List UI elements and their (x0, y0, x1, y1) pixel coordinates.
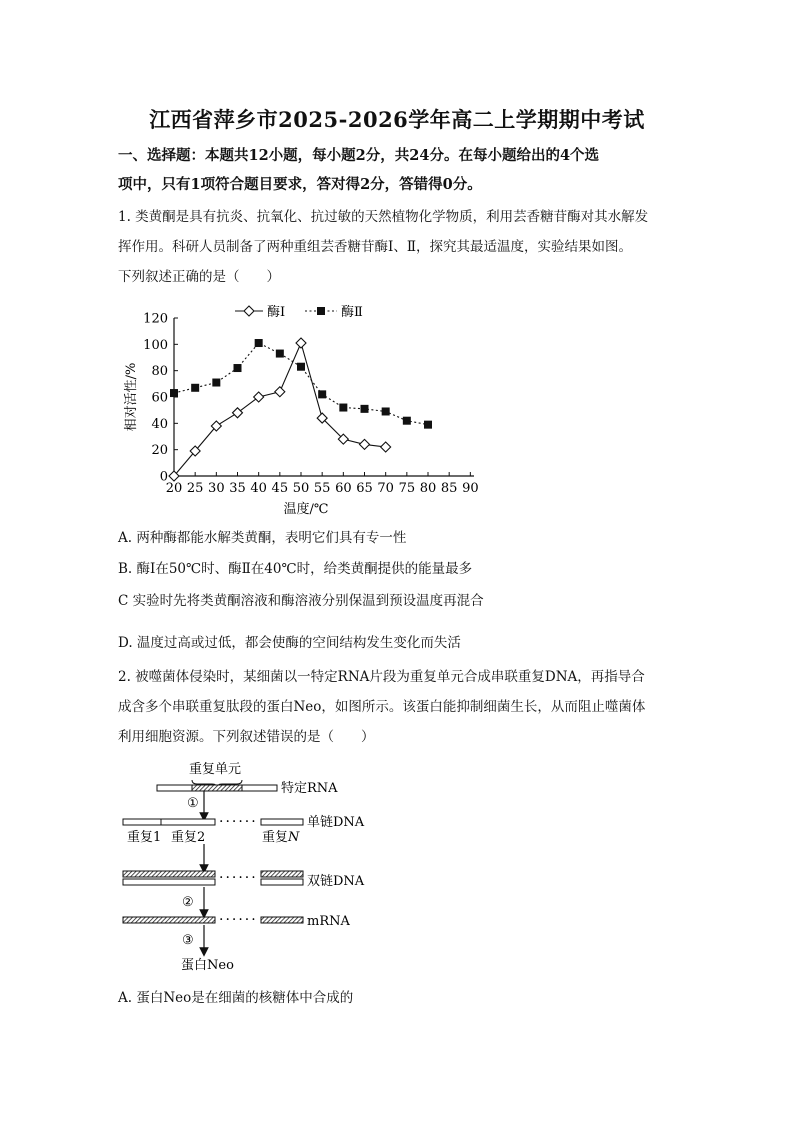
enzyme-2-point (424, 421, 432, 429)
legend-label-2: 酶Ⅱ (341, 305, 363, 320)
specific-rna-repeat-unit (192, 785, 242, 791)
q2-stem-line-3: 利用细胞资源。下列叙述错误的是（ ） (118, 729, 375, 745)
y-tick-label: 100 (143, 337, 168, 353)
step-1-label: ① (187, 796, 199, 811)
section-heading-line-2: 项中，只有1项符合题目要求，答对得2分，答错得0分。 (118, 176, 482, 193)
x-tick-label: 90 (462, 481, 479, 496)
repeat-n-label: 重复N (262, 830, 300, 845)
series-line-1 (174, 343, 386, 476)
q1-option-d[interactable]: D. 温度过高或过低，都会使酶的空间结构发生变化而失活 (118, 635, 461, 651)
enzyme-2-point (382, 407, 390, 415)
x-tick-label: 30 (208, 481, 225, 496)
q1-option-b[interactable]: B. 酶Ⅰ在50℃时、酶Ⅱ在40℃时，给类黄酮提供的能量最多 (118, 561, 473, 577)
y-tick-label: 120 (143, 311, 168, 327)
mrna-strand-n (261, 917, 303, 923)
specific-rna-label: 特定RNA (281, 781, 338, 796)
x-axis-label: 温度/℃ (283, 502, 329, 517)
enzyme-2-point (170, 389, 178, 397)
ssdna-label: 单链DNA (307, 815, 365, 830)
q2-stem-line-2: 成含多个串联重复肽段的蛋白Neo，如图所示。该蛋白能抑制细菌生长，从而阻止噬菌体 (118, 699, 646, 715)
x-tick-label: 35 (229, 481, 246, 496)
enzyme-1-point (233, 408, 243, 418)
q2-stem-line-1: 2. 被噬菌体侵染时，某细菌以一特定RNA片段为重复单元合成串联重复DNA，再指导合 (118, 669, 645, 685)
dsdna-top-strand-n (261, 871, 303, 877)
enzyme-1-point (381, 442, 391, 452)
q2-option-a[interactable]: A. 蛋白Neo是在细菌的核糖体中合成的 (118, 990, 354, 1006)
y-axis-label: 相对活性/% (124, 362, 139, 432)
ssdna-segment-n (261, 819, 303, 825)
repeat-2-label: 重复2 (171, 830, 206, 845)
repeat-1-label: 重复1 (127, 830, 162, 845)
repeat-unit-label: 重复单元 (189, 762, 242, 777)
x-tick-label: 80 (419, 481, 437, 496)
protein-neo-label: 蛋白Neo (181, 958, 234, 973)
legend-label-1: 酶Ⅰ (267, 305, 286, 320)
y-tick-label: 40 (151, 416, 168, 432)
x-tick-label: 75 (398, 481, 416, 496)
q1-stem-line-1: 1. 类黄酮是具有抗炎、抗氧化、抗过敏的天然植物化学物质，利用芸香糖苷酶对其水解发 (118, 209, 649, 225)
enzyme-activity-chart (115, 296, 485, 521)
y-tick-label: 0 (159, 469, 168, 485)
enzyme-2-point (255, 339, 263, 347)
page-title: 江西省萍乡市2025-2026学年高二上学期期中考试 (149, 107, 645, 132)
mrna-ellipsis: ······ (219, 912, 258, 928)
x-tick-label: 45 (271, 481, 289, 496)
dsdna-bottom-strand (123, 879, 215, 885)
x-tick-label: 55 (313, 481, 331, 496)
x-tick-label: 25 (186, 481, 204, 496)
ssdna-segment-2 (161, 819, 215, 825)
series-line-2 (174, 343, 428, 425)
enzyme-2-point (191, 384, 199, 392)
enzyme-1-point (254, 392, 264, 402)
neo-synthesis-diagram (115, 756, 415, 978)
dsdna-ellipsis-top: ······ (219, 870, 258, 886)
enzyme-2-point (403, 417, 411, 425)
q1-stem-line-2: 挥作用。科研人员制备了两种重组芸香糖苷酶Ⅰ、Ⅱ，探究其最适温度，实验结果如图。 (118, 239, 633, 255)
legend-marker-1 (244, 306, 254, 316)
y-tick-label: 20 (151, 443, 168, 459)
legend-marker-2 (317, 307, 325, 315)
q1-option-a[interactable]: A. 两种酶都能水解类黄酮，表明它们具有专一性 (118, 530, 407, 546)
dsdna-top-strand (123, 871, 215, 877)
enzyme-2-point (339, 404, 347, 412)
step-3-label: ③ (182, 933, 194, 948)
x-tick-label: 70 (377, 481, 394, 496)
x-tick-label: 85 (440, 481, 458, 496)
q1-option-c[interactable]: C 实验时先将类黄酮溶液和酶溶液分别保温到预设温度再混合 (118, 593, 484, 609)
enzyme-2-point (276, 350, 284, 358)
enzyme-1-point (296, 338, 306, 348)
q1-stem-line-3: 下列叙述正确的是（ ） (118, 269, 280, 285)
ssdna-ellipsis: ······ (219, 814, 258, 830)
x-tick-label: 40 (250, 481, 267, 496)
enzyme-2-point (318, 390, 326, 398)
section-heading-line-1: 一、选择题：本题共12小题，每小题2分，共24分。在每小题给出的4个选 (118, 147, 600, 164)
x-tick-label: 60 (335, 481, 352, 496)
x-tick-label: 50 (292, 481, 310, 496)
x-tick-label: 65 (356, 481, 373, 496)
mrna-label: mRNA (307, 914, 350, 929)
step-2-label: ② (182, 895, 194, 910)
dsdna-label: 双链DNA (307, 874, 365, 889)
enzyme-1-point (275, 387, 285, 397)
y-tick-label: 80 (151, 364, 168, 380)
enzyme-2-point (212, 379, 220, 387)
enzyme-2-point (297, 363, 305, 371)
mrna-strand (123, 917, 215, 923)
enzyme-2-point (234, 364, 242, 372)
x-tick-label: 20 (165, 481, 183, 496)
enzyme-1-point (360, 439, 370, 449)
y-tick-label: 60 (151, 390, 168, 406)
dsdna-bottom-strand-n (261, 879, 303, 885)
enzyme-2-point (361, 405, 369, 413)
